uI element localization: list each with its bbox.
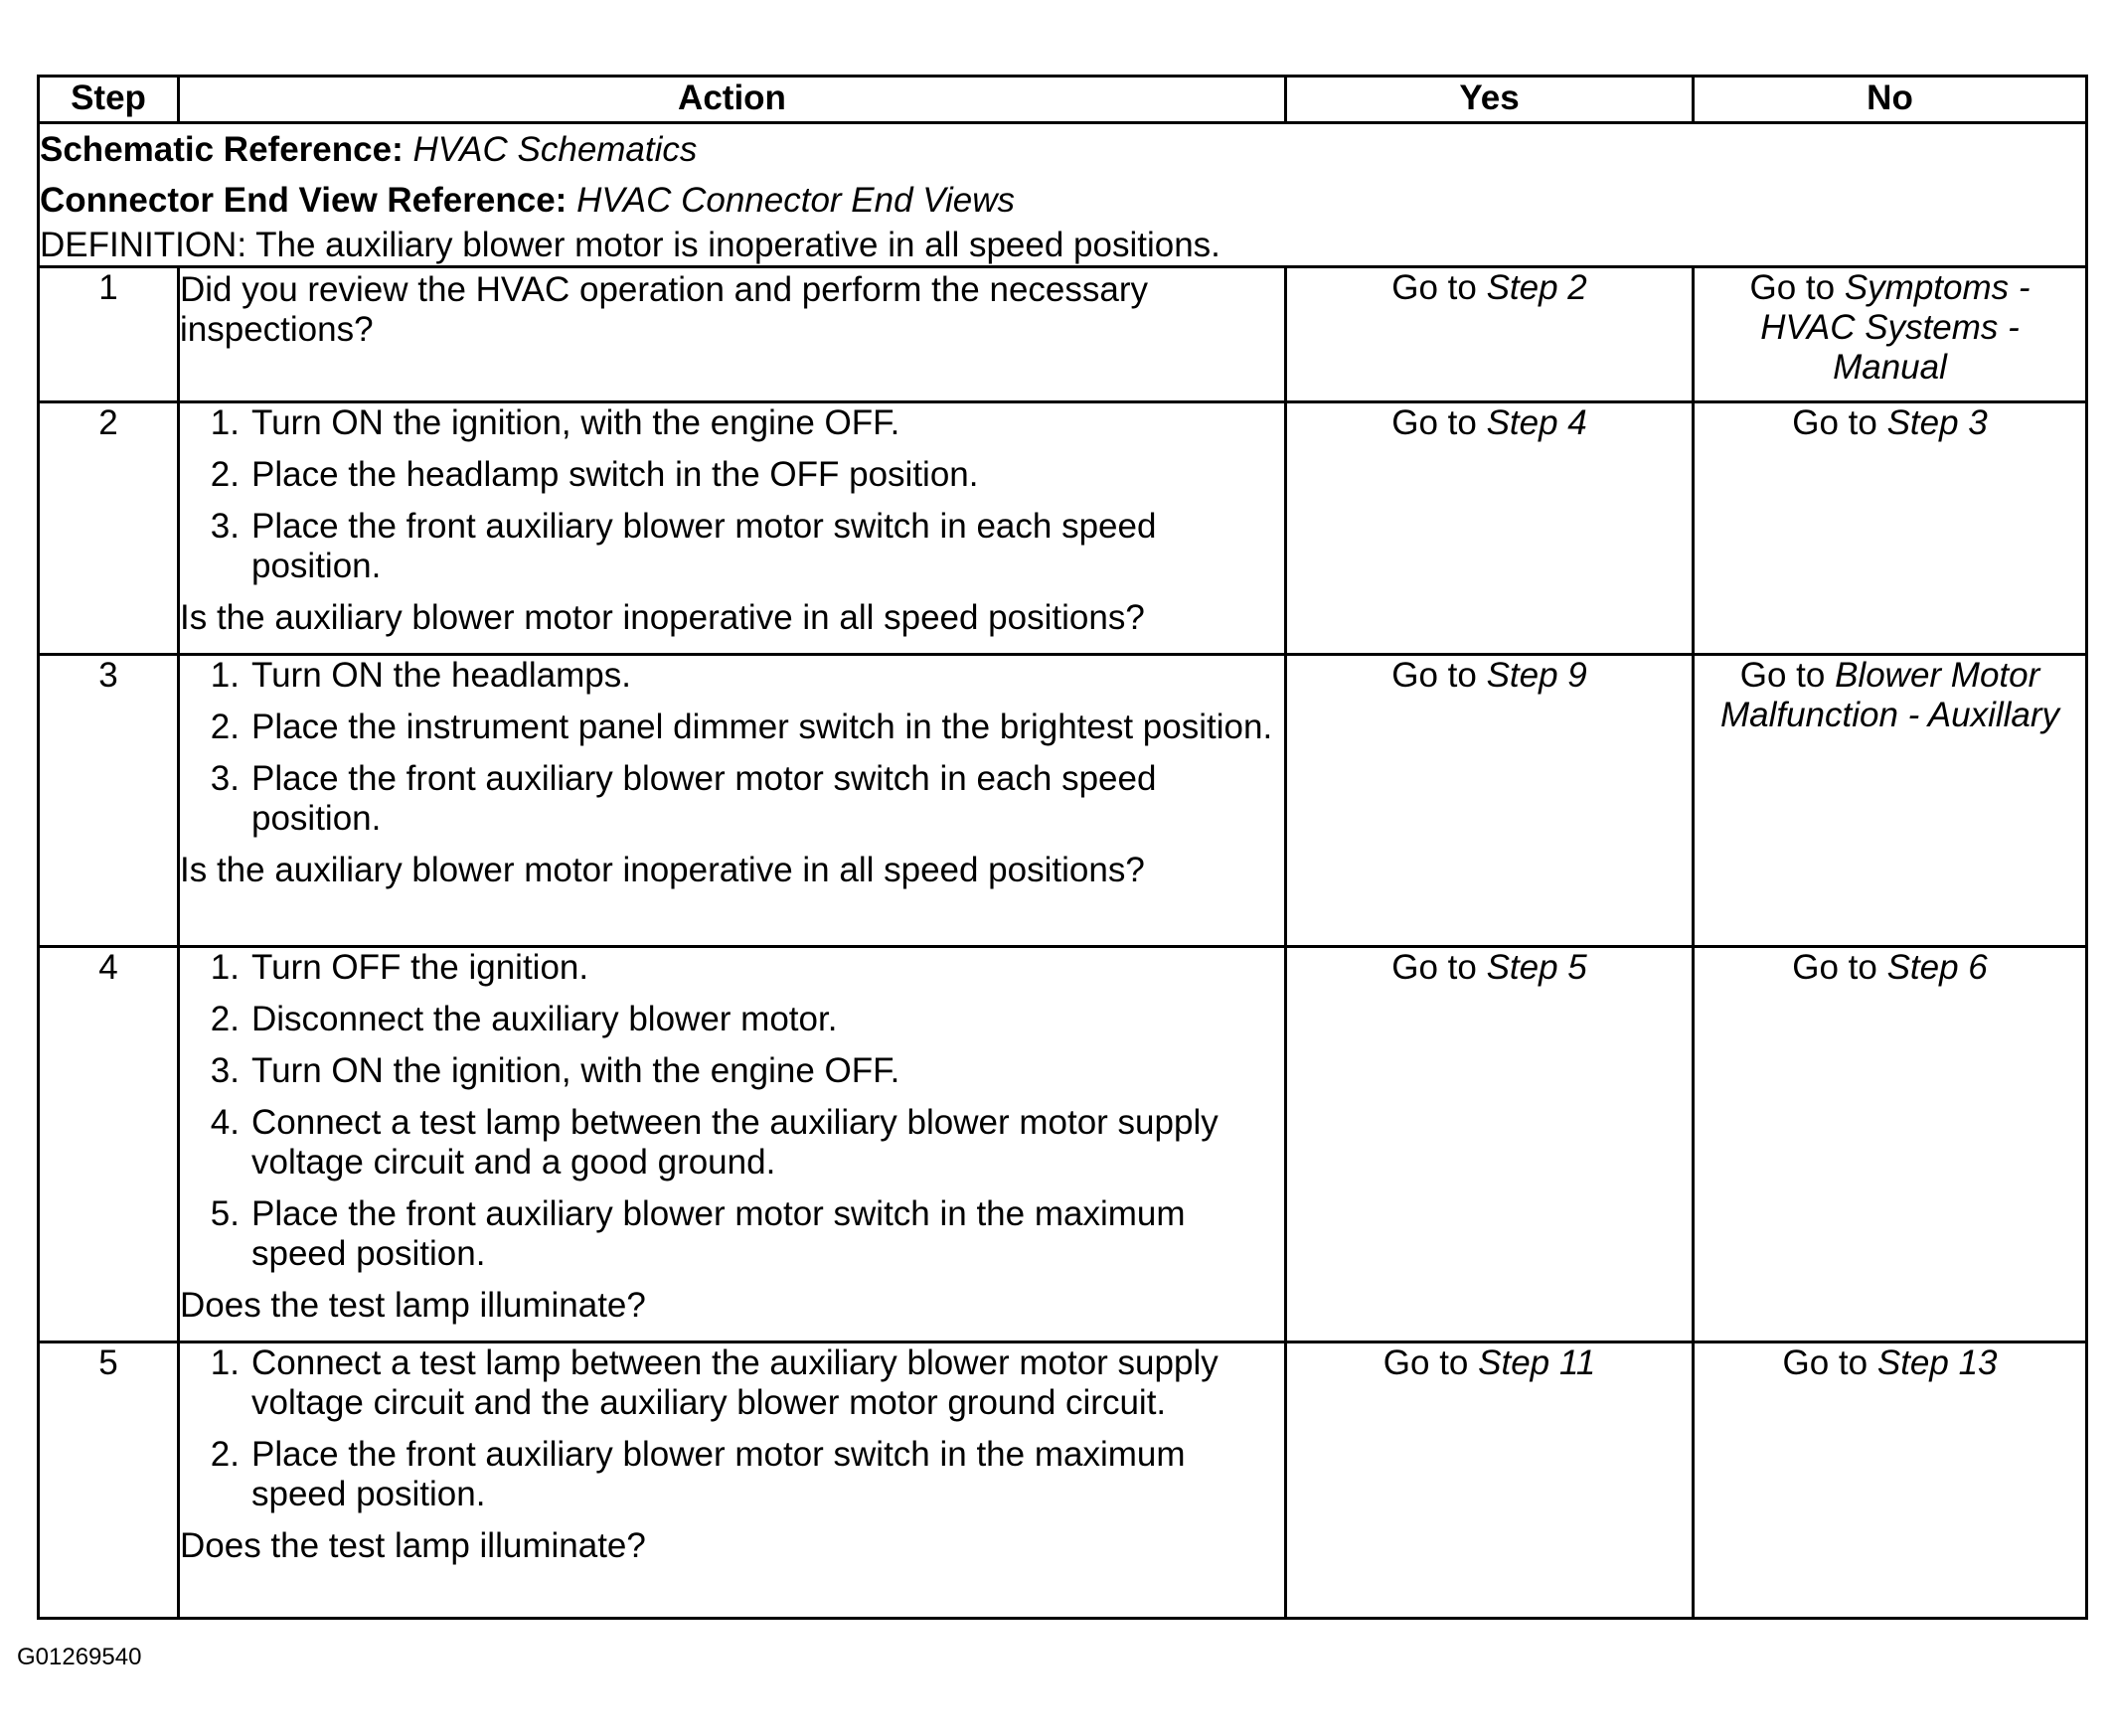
action-step [180,948,1284,988]
step-rows [39,267,2087,1619]
reference-row [39,123,2087,267]
no-goto[interactable] [1695,656,2085,735]
go-to-text: Go to [1792,948,1877,987]
diagnostic-table [37,75,2088,1620]
action-step-number: 4. [210,1103,240,1142]
action-step-text: Place the headlamp switch in the OFF position. [251,455,979,494]
header-action: Action [179,77,1286,123]
definition-text: DEFINITION: The auxiliary blower motor is inoperative in all speed positions. [40,226,1220,264]
step-number: 5 [39,1342,179,1619]
action-question: Did you review the HVAC operation and perform the necessary inspections? [180,270,1149,349]
action-step-number: 5. [210,1194,240,1233]
header-step: Step [39,77,179,123]
yes-goto[interactable] [1287,1343,1692,1383]
action-step-number: 2. [210,1000,240,1038]
schematic-reference-link[interactable]: HVAC Schematics [412,130,698,169]
no-target[interactable]: Step 3 [1886,403,1988,442]
yes-target[interactable]: Step 4 [1486,403,1587,442]
step-row [39,947,2087,1342]
action-step [180,1103,1284,1183]
go-to-text: Go to [1391,403,1477,442]
step-row [39,267,2087,402]
action-step-text: Place the front auxiliary blower motor switch in each speed position. [251,507,1157,585]
go-to-text: Go to [1382,1343,1469,1382]
action-step [180,507,1284,586]
action-question: Is the auxiliary blower motor inoperative in all speed positions? [180,851,1145,889]
no-target-line[interactable]: Blower Motor [1835,656,2040,695]
no-goto[interactable] [1695,268,2085,388]
action-cell [179,655,1286,947]
yes-cell [1286,267,1694,402]
yes-target[interactable]: Step 9 [1486,656,1587,695]
step-row [39,1342,2087,1619]
action-step-number: 3. [210,759,240,798]
go-to-text: Go to [1782,1343,1869,1382]
action-step-number: 3. [210,1051,240,1090]
no-cell [1694,1342,2087,1619]
action-step-number: 2. [210,455,240,494]
step-row [39,655,2087,947]
action-steps-list [180,1343,1284,1514]
action-question: Does the test lamp illuminate? [180,1526,646,1565]
yes-target[interactable]: Step 11 [1478,1343,1596,1382]
action-step-text: Place the front auxiliary blower motor switch in the maximum speed position. [251,1435,1186,1513]
go-to-text: Go to [1391,656,1477,695]
action-step-number: 2. [210,708,240,746]
yes-goto[interactable] [1287,268,1692,308]
go-to-text: Go to [1739,656,1826,695]
action-step [180,708,1284,747]
yes-goto[interactable] [1287,403,1692,443]
no-goto[interactable] [1695,403,2085,443]
yes-target[interactable]: Step 2 [1486,268,1587,307]
no-target-line[interactable]: HVAC Systems - [1760,308,2020,347]
no-cell [1694,947,2087,1342]
action-step-number: 1. [210,656,240,695]
header-no: No [1694,77,2087,123]
action-step [180,455,1284,495]
action-cell [179,947,1286,1342]
action-step [180,759,1284,839]
action-cell [179,1342,1286,1619]
action-step-text: Turn ON the ignition, with the engine OFF. [251,403,900,442]
no-target-line[interactable]: Manual [1833,348,1947,387]
yes-cell [1286,402,1694,655]
action-step [180,1000,1284,1039]
action-steps-list [180,403,1284,586]
action-step-number: 1. [210,948,240,987]
schematic-reference [40,124,2085,175]
action-step-number: 1. [210,1343,240,1382]
action-step-text: Turn ON the headlamps. [251,656,631,695]
no-cell [1694,267,2087,402]
no-goto[interactable] [1695,948,2085,988]
action-cell [179,402,1286,655]
step-number: 4 [39,947,179,1342]
connector-reference-label: Connector End View Reference: [40,181,568,220]
go-to-text: Go to [1391,268,1477,307]
action-step-number: 1. [210,403,240,442]
action-step [180,1343,1284,1423]
action-step [180,1435,1284,1514]
header-yes: Yes [1286,77,1694,123]
figure-id: G01269540 [17,1644,142,1670]
yes-goto[interactable] [1287,948,1692,988]
yes-target[interactable]: Step 5 [1486,948,1587,987]
no-goto[interactable] [1695,1343,2085,1383]
yes-cell [1286,1342,1694,1619]
action-step-number: 3. [210,507,240,546]
action-step [180,1051,1284,1091]
step-number: 2 [39,402,179,655]
yes-cell [1286,947,1694,1342]
go-to-text: Go to [1749,268,1836,307]
step-number: 1 [39,267,179,402]
action-step-text: Turn ON the ignition, with the engine OFF. [251,1051,900,1090]
go-to-text: Go to [1391,948,1477,987]
step-row [39,402,2087,655]
action-step [180,1194,1284,1274]
action-step-text: Connect a test lamp between the auxiliary blower motor supply voltage circuit and the auxiliary blower motor ground circuit. [251,1343,1219,1422]
step-number: 3 [39,655,179,947]
action-question: Does the test lamp illuminate? [180,1286,646,1325]
action-question: Is the auxiliary blower motor inoperative in all speed positions? [180,598,1145,637]
reference-cell [39,123,2087,267]
connector-reference-link[interactable]: HVAC Connector End Views [576,181,1016,220]
header-row [39,77,2087,123]
no-cell [1694,655,2087,947]
no-target[interactable]: Step 6 [1886,948,1988,987]
action-step-text: Turn OFF the ignition. [251,948,589,987]
connector-reference [40,175,2085,226]
no-target-line[interactable]: Symptoms - [1844,268,2031,307]
action-cell [179,267,1286,402]
action-step-number: 2. [210,1435,240,1474]
action-step-text: Place the front auxiliary blower motor switch in the maximum speed position. [251,1194,1186,1273]
action-step-text: Place the front auxiliary blower motor switch in each speed position. [251,759,1157,838]
action-steps-list [180,656,1284,839]
action-step-text: Connect a test lamp between the auxiliary blower motor supply voltage circuit and a good ground. [251,1103,1219,1182]
yes-goto[interactable] [1287,656,1692,696]
action-step [180,403,1284,443]
action-step [180,656,1284,696]
yes-cell [1286,655,1694,947]
no-target[interactable]: Step 13 [1876,1343,1998,1382]
action-step-text: Disconnect the auxiliary blower motor. [251,1000,838,1038]
action-step-text: Place the instrument panel dimmer switch in the brightest position. [251,708,1273,746]
go-to-text: Go to [1792,403,1877,442]
no-target-line[interactable]: Malfunction - Auxillary [1719,696,2060,734]
action-steps-list [180,948,1284,1274]
schematic-reference-label: Schematic Reference: [40,130,404,169]
no-cell [1694,402,2087,655]
